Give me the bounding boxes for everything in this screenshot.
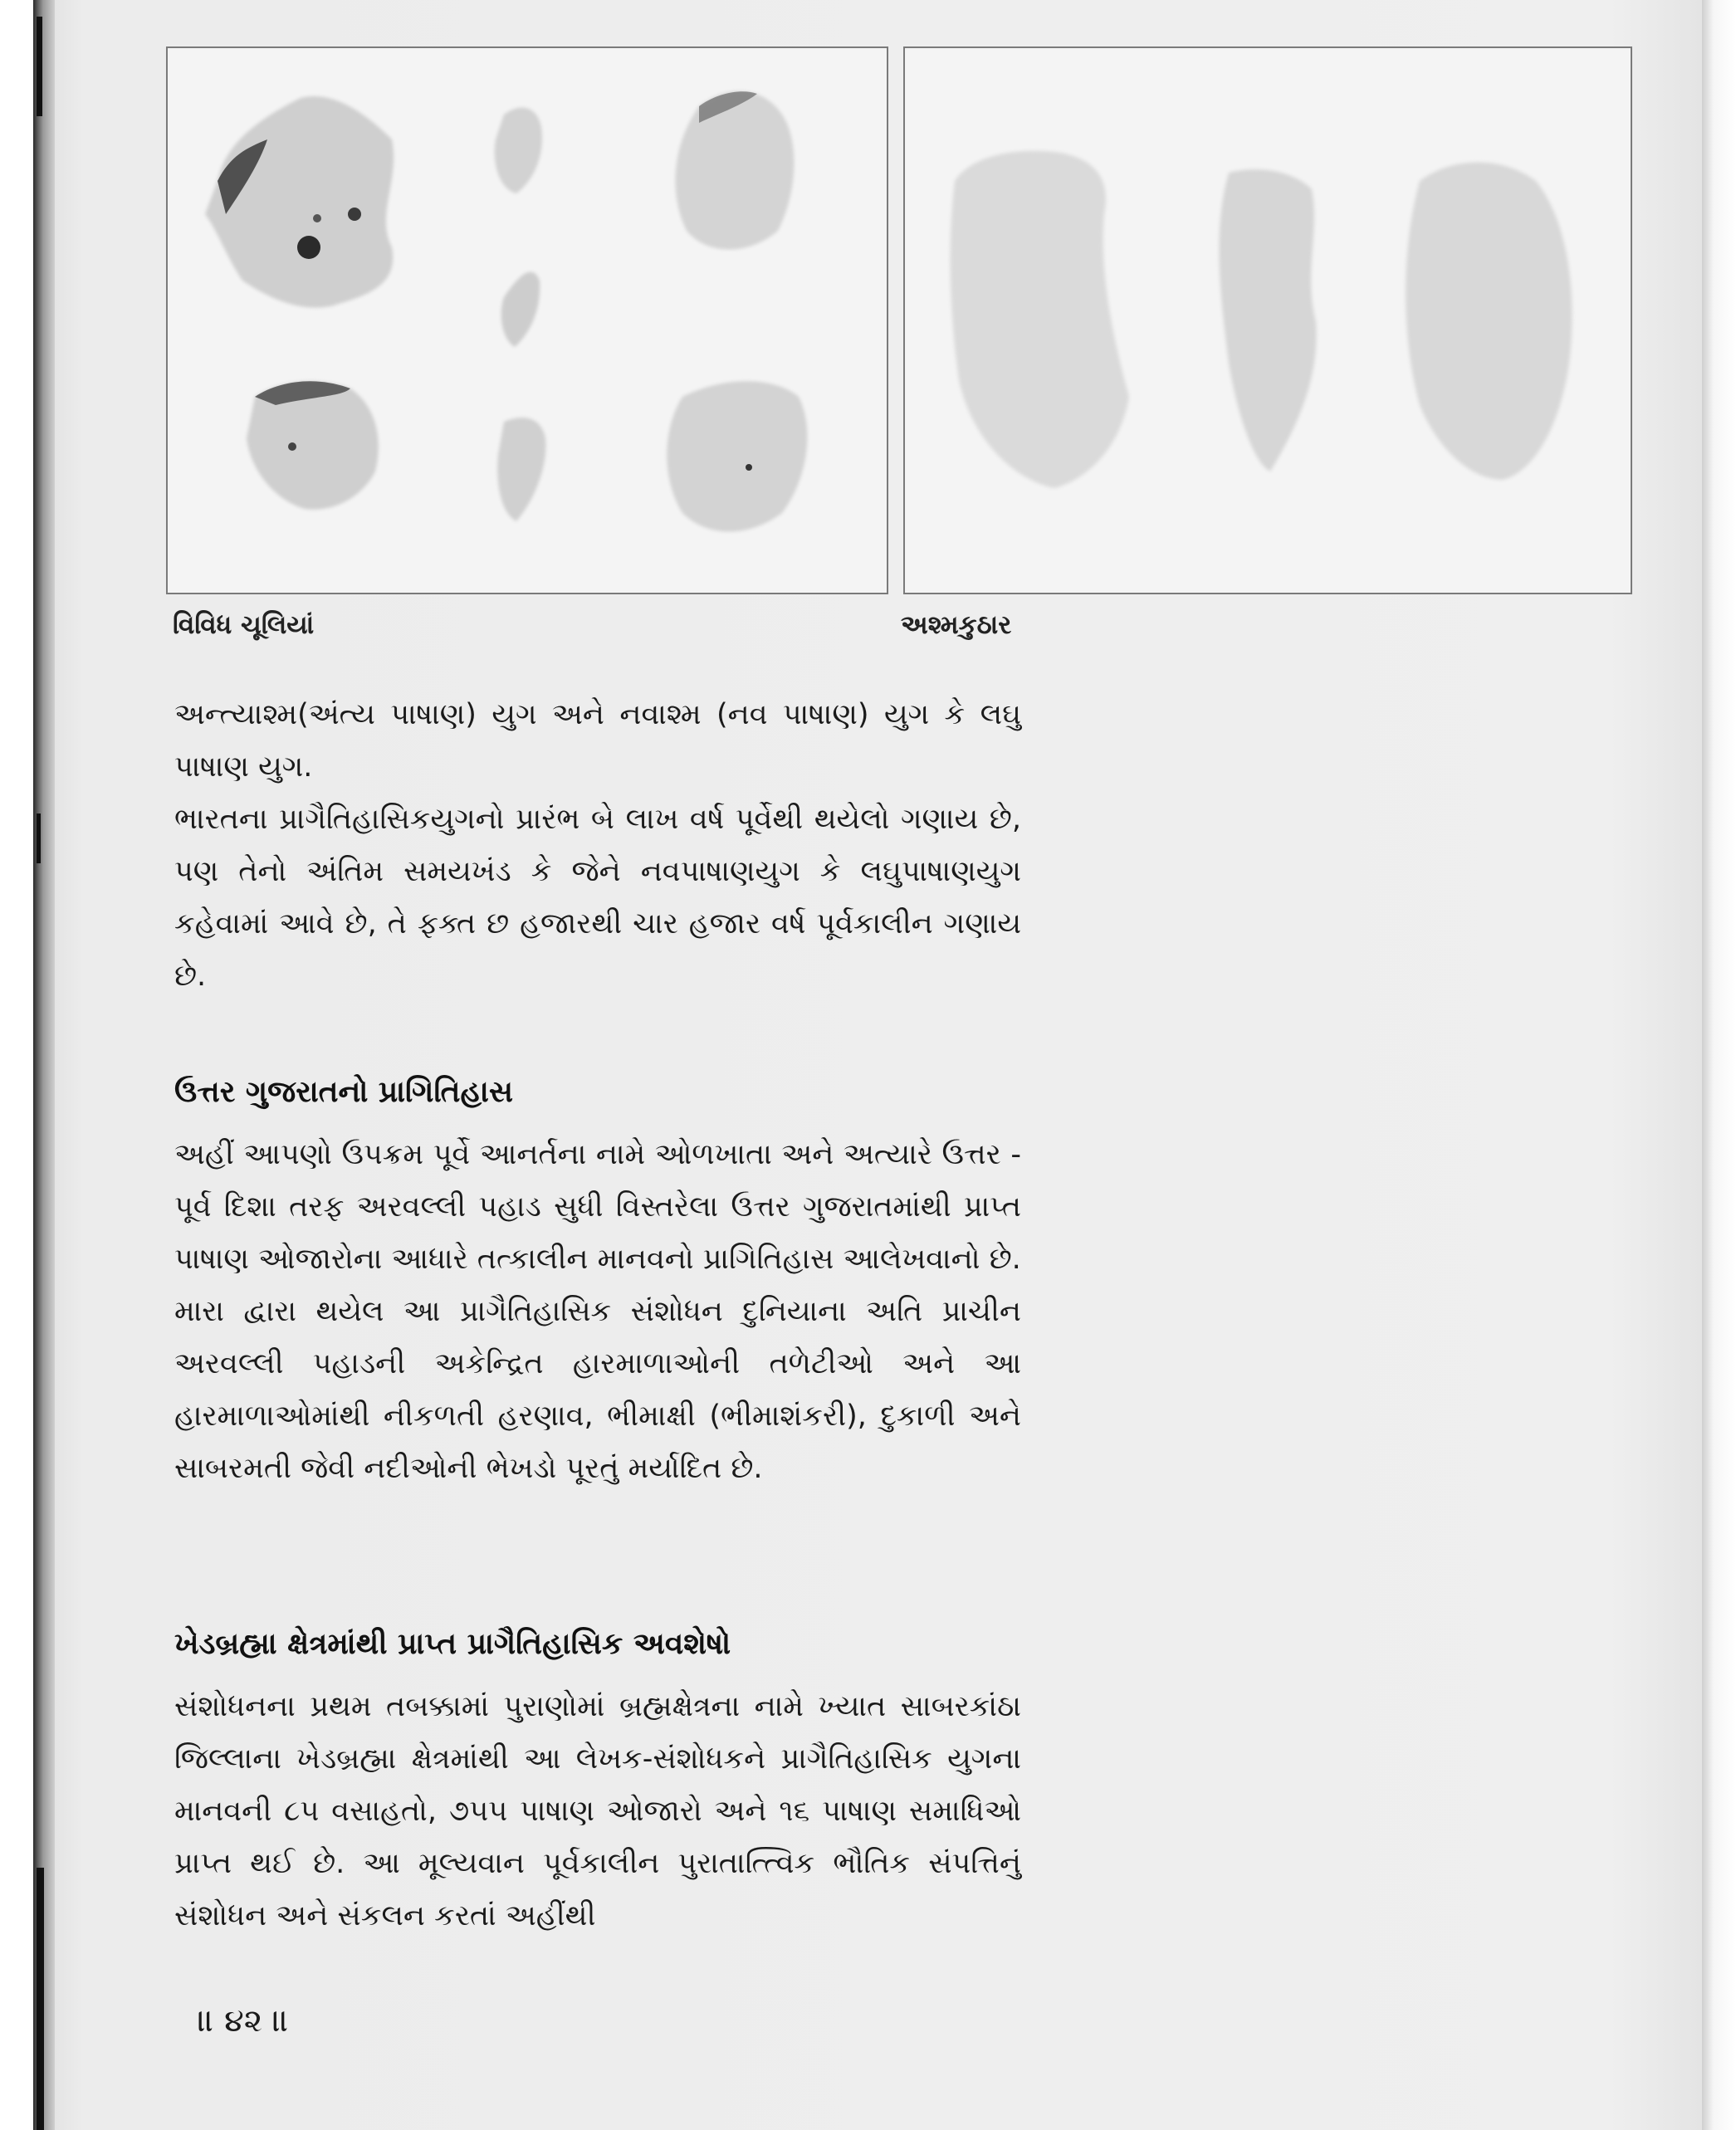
section-2-body bbox=[174, 1681, 1021, 1942]
stone-axe bbox=[1219, 169, 1316, 471]
spine-shadow-mark bbox=[37, 17, 42, 116]
page-edge bbox=[1702, 0, 1736, 2130]
stone-spot bbox=[313, 214, 321, 222]
stone-tool bbox=[497, 418, 545, 521]
stone-spot bbox=[746, 464, 752, 471]
spine-shadow-mark bbox=[37, 1868, 44, 2130]
stone-axe bbox=[1406, 163, 1572, 481]
stone-tool bbox=[495, 108, 542, 193]
stone-tool bbox=[675, 91, 794, 250]
section-2-paragraph-1: સંશોધનના પ્રથમ તબક્કામાં પુરાણોમાં બ્રહ્મક્ષેત્રના નામે ખ્યાત સાબરકાંઠા જિલ્લાના ખેડબ્રહ્મા ક્ષેત્રમાંથી આ લેખક-સંશોધકને પ્રાગૈતિહાસિક યુગના માનવની ૮૫ વસાહતો, ૭૫૫ પાષાણ ઓજારો અને ૧૬ પાષાણ સમાધિઓ પ્રાપ્ત થઈ છે. આ મૂલ્યવાન પૂર્વકાલીન પુરાતાત્ત્વિક ભૌતિક સંપત્તિનું સંશોધન અને સંકલન કરતાં અહીંથી bbox=[174, 1690, 1021, 1932]
stone-axes-image bbox=[905, 48, 1631, 593]
section-heading-khedbrahma: ખેડબ્રહ્મા ક્ષેત્રમાંથી પ્રાપ્ત પ્રાગૈતિહાસિક અવશેષો bbox=[174, 1627, 731, 1661]
stone-tool bbox=[667, 381, 807, 531]
spine-shadow-mark bbox=[37, 813, 41, 863]
intro-paragraph-2: ભારતના પ્રાગૈતિહાસિકયુગનો પ્રારંભ બે લાખ વર્ષ પૂર્વેથી થયેલો ગણાય છે, પણ તેનો અંતિમ સમયખંડ કે જેને નવપાષાણયુગ કે લઘુપાષાણયુગ કહેવામાં આવે છે, તે ફક્ત છ હજારથી ચાર હજાર વર્ષ પૂર્વકાલીન ગણાય છે. bbox=[174, 803, 1021, 993]
stone-tool bbox=[501, 272, 540, 347]
stone-spot bbox=[297, 236, 320, 259]
scrapers-image bbox=[168, 48, 887, 593]
section-1-paragraph-1: અહીં આપણો ઉપક્રમ પૂર્વે આનર્તના નામે ઓળખાતા અને અત્યારે ઉત્તર - પૂર્વ દિશા તરફ અરવલ્લી પહાડ સુધી વિસ્તરેલા ઉત્તર ગુજરાતમાંથી પ્રાપ્ત પાષાણ ઓજારોના આધારે તત્કાલીન માનવનો પ્રાગિતિહાસ આલેખવાનો છે. bbox=[174, 1138, 1021, 1276]
stone-spot bbox=[288, 442, 296, 451]
stone-spot bbox=[348, 208, 361, 221]
section-1-body bbox=[174, 1129, 1021, 1495]
section-1-paragraph-2: મારા દ્વારા થયેલ આ પ્રાગૈતિહાસિક સંશોધન દુનિયાના અતિ પ્રાચીન અરવલ્લી પહાડની અકેન્દ્રિત હારમાળાઓની તળેટીઓ અને આ હારમાળાઓમાંથી નીકળતી હરણાવ, ભીમાક્ષી (ભીમાશંકરી), દુકાળી અને સાબરમતી જેવી નદીઓની ભેખડો પૂરતું મર્યાદિત છે. bbox=[174, 1295, 1021, 1485]
intro-block bbox=[174, 689, 1021, 1003]
intro-paragraph-1: અન્ત્યાશ્મ(અંત્ય પાષાણ) યુગ અને નવાશ્મ (નવ પાષાણ) યુગ કે લઘુ પાષાણ યુગ. bbox=[174, 698, 1021, 784]
figure-caption-scrapers: વિવિધ ચૂલિયાં bbox=[173, 610, 315, 640]
page-number: ॥ ૪૨ ॥ bbox=[198, 2002, 290, 2039]
figure-stone-axes bbox=[903, 46, 1632, 594]
book-spine bbox=[33, 0, 55, 2130]
stone-axe bbox=[951, 151, 1129, 488]
figure-scrapers bbox=[166, 46, 888, 594]
figure-caption-stone-axes: અશ્મકુઠાર bbox=[901, 610, 1012, 640]
section-heading-north-gujarat: ઉત્તર ગુજરાતનો પ્રાગિતિહાસ bbox=[174, 1075, 514, 1109]
